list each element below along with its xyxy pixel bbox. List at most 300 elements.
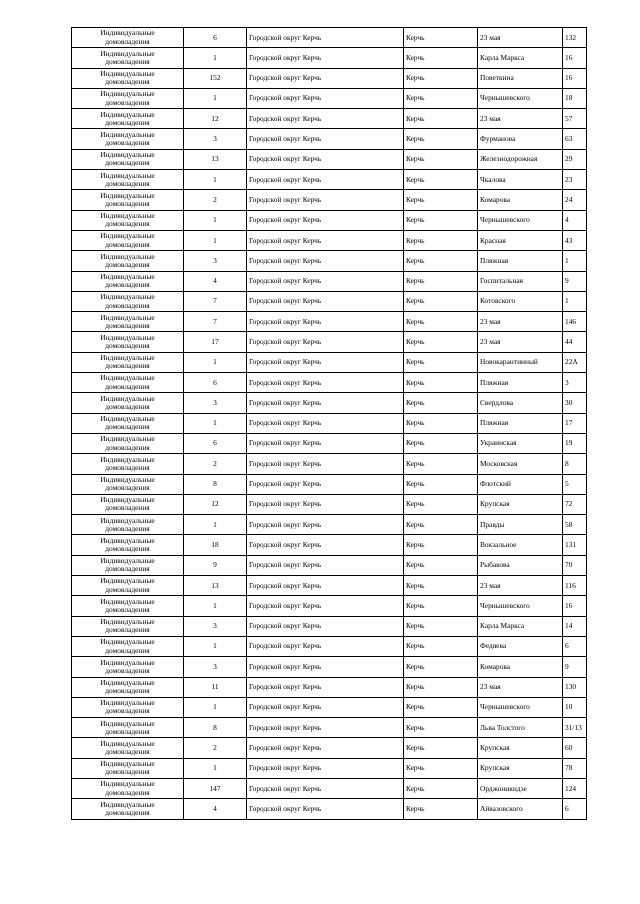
housing-type-cell	[72, 48, 184, 68]
housing-type-cell	[72, 291, 184, 311]
housing-type-line: Индивидуальные	[100, 718, 155, 728]
city-cell: Керчь	[404, 28, 478, 48]
housing-type-line: Индивидуальные	[100, 799, 155, 809]
registry-table-body	[72, 28, 587, 820]
count-cell: 12	[184, 494, 247, 514]
district-cell: Городской округ Керчь	[247, 190, 404, 210]
housing-type-line: домовладения	[105, 665, 150, 675]
house-number-cell: 18	[563, 88, 587, 108]
street-cell: Льва Толстого	[478, 718, 563, 738]
table-row	[72, 778, 587, 798]
district-cell: Городской округ Керчь	[247, 230, 404, 250]
housing-type-cell	[72, 413, 184, 433]
count-cell: 1	[184, 210, 247, 230]
housing-type-cell	[72, 636, 184, 656]
housing-type-line: Индивидуальные	[100, 434, 155, 444]
housing-type-cell	[72, 758, 184, 778]
city-cell: Керчь	[404, 555, 478, 575]
district-cell: Городской округ Керчь	[247, 555, 404, 575]
district-cell: Городской округ Керчь	[247, 28, 404, 48]
street-cell: Свердлова	[478, 393, 563, 413]
district-cell: Городской округ Керчь	[247, 170, 404, 190]
district-cell: Городской округ Керчь	[247, 271, 404, 291]
housing-type-line: Индивидуальные	[100, 474, 155, 484]
housing-type-cell	[72, 312, 184, 332]
table-row	[72, 48, 587, 68]
district-cell: Городской округ Керчь	[247, 474, 404, 494]
street-cell: Айвазовского	[478, 799, 563, 819]
housing-type-line: домовладения	[105, 523, 150, 533]
house-number-cell: 132	[563, 28, 587, 48]
housing-type-cell	[72, 778, 184, 798]
housing-type-line: Индивидуальные	[100, 657, 155, 667]
housing-type-line: домовладения	[105, 381, 150, 391]
city-cell: Керчь	[404, 352, 478, 372]
count-cell: 1	[184, 697, 247, 717]
district-cell: Городской округ Керчь	[247, 332, 404, 352]
count-cell: 3	[184, 616, 247, 636]
table-row	[72, 474, 587, 494]
count-cell: 18	[184, 535, 247, 555]
house-number-cell: 9	[563, 271, 587, 291]
house-number-cell: 44	[563, 332, 587, 352]
housing-type-line: Индивидуальные	[100, 393, 155, 403]
housing-type-line: домовладения	[105, 178, 150, 188]
house-number-cell: 8	[563, 454, 587, 474]
house-number-cell: 5	[563, 474, 587, 494]
housing-type-line: Индивидуальные	[100, 48, 155, 58]
housing-type-cell	[72, 251, 184, 271]
housing-type-line: домовладения	[105, 138, 150, 148]
count-cell: 3	[184, 129, 247, 149]
house-number-cell: 31/13	[563, 718, 587, 738]
street-cell: 23 мая	[478, 28, 563, 48]
housing-type-line: Индивидуальные	[100, 515, 155, 525]
housing-type-line: домовладения	[105, 442, 150, 452]
table-row	[72, 677, 587, 697]
street-cell: Рыбакова	[478, 555, 563, 575]
count-cell: 13	[184, 149, 247, 169]
housing-type-line: Индивидуальные	[100, 109, 155, 119]
housing-type-cell	[72, 393, 184, 413]
count-cell: 2	[184, 454, 247, 474]
housing-type-line: Индивидуальные	[100, 556, 155, 566]
street-cell: Московская	[478, 454, 563, 474]
house-number-cell: 23	[563, 170, 587, 190]
housing-type-cell	[72, 576, 184, 596]
housing-type-cell	[72, 697, 184, 717]
district-cell: Городской округ Керчь	[247, 616, 404, 636]
table-row	[72, 616, 587, 636]
housing-type-line: домовладения	[105, 625, 150, 635]
housing-type-line: Индивидуальные	[100, 759, 155, 769]
count-cell: 1	[184, 88, 247, 108]
count-cell: 152	[184, 68, 247, 88]
district-cell: Городской округ Керчь	[247, 515, 404, 535]
table-row	[72, 271, 587, 291]
housing-type-line: домовладения	[105, 767, 150, 777]
housing-type-cell	[72, 515, 184, 535]
housing-type-line: Индивидуальные	[100, 414, 155, 424]
district-cell: Городской округ Керчь	[247, 68, 404, 88]
table-row	[72, 332, 587, 352]
house-number-cell: 30	[563, 393, 587, 413]
count-cell: 6	[184, 433, 247, 453]
house-number-cell: 4	[563, 210, 587, 230]
house-number-cell: 6	[563, 636, 587, 656]
housing-type-cell	[72, 230, 184, 250]
house-number-cell: 63	[563, 129, 587, 149]
count-cell: 4	[184, 799, 247, 819]
house-number-cell: 16	[563, 68, 587, 88]
district-cell: Городской округ Керчь	[247, 149, 404, 169]
table-row	[72, 535, 587, 555]
city-cell: Керчь	[404, 393, 478, 413]
housing-type-line: домовладения	[105, 199, 150, 209]
housing-type-cell	[72, 433, 184, 453]
street-cell: 23 мая	[478, 332, 563, 352]
table-row	[72, 210, 587, 230]
district-cell: Городской округ Керчь	[247, 454, 404, 474]
count-cell: 7	[184, 291, 247, 311]
table-row	[72, 413, 587, 433]
housing-type-cell	[72, 555, 184, 575]
housing-type-line: домовладения	[105, 807, 150, 817]
housing-type-cell	[72, 474, 184, 494]
count-cell: 7	[184, 312, 247, 332]
street-cell: Правды	[478, 515, 563, 535]
table-row	[72, 515, 587, 535]
street-cell: Крупская	[478, 494, 563, 514]
housing-type-line: Индивидуальные	[100, 312, 155, 322]
district-cell: Городской округ Керчь	[247, 109, 404, 129]
district-cell: Городской округ Керчь	[247, 129, 404, 149]
housing-type-line: Индивидуальные	[100, 779, 155, 789]
table-row	[72, 251, 587, 271]
district-cell: Городской округ Керчь	[247, 657, 404, 677]
house-number-cell: 16	[563, 596, 587, 616]
district-cell: Городской округ Керчь	[247, 677, 404, 697]
count-cell: 3	[184, 393, 247, 413]
housing-type-line: Индивидуальные	[100, 150, 155, 160]
street-cell: Красная	[478, 230, 563, 250]
street-cell: Крупская	[478, 758, 563, 778]
housing-type-line: Индивидуальные	[100, 272, 155, 281]
table-row	[72, 68, 587, 88]
street-cell: Чернышевского	[478, 596, 563, 616]
city-cell: Керчь	[404, 576, 478, 596]
table-row	[72, 88, 587, 108]
street-cell: Орджоникидзе	[478, 778, 563, 798]
city-cell: Керчь	[404, 515, 478, 535]
street-cell: Железнодорожная	[478, 149, 563, 169]
district-cell: Городской округ Керчь	[247, 636, 404, 656]
housing-type-line: Индивидуальные	[100, 292, 155, 302]
city-cell: Керчь	[404, 596, 478, 616]
table-row	[72, 454, 587, 474]
housing-type-line: домовладения	[105, 280, 150, 290]
count-cell: 11	[184, 677, 247, 697]
count-cell: 6	[184, 373, 247, 393]
city-cell: Керчь	[404, 677, 478, 697]
housing-type-cell	[72, 535, 184, 555]
house-number-cell: 146	[563, 312, 587, 332]
housing-type-line: домовладения	[105, 117, 150, 127]
table-row	[72, 190, 587, 210]
housing-type-line: домовладения	[105, 97, 150, 107]
city-cell: Керчь	[404, 149, 478, 169]
housing-type-line: домовладения	[105, 645, 150, 655]
house-number-cell: 10	[563, 697, 587, 717]
house-number-cell: 60	[563, 738, 587, 758]
housing-type-line: Индивидуальные	[100, 211, 155, 221]
count-cell: 1	[184, 48, 247, 68]
count-cell: 17	[184, 332, 247, 352]
table-row	[72, 312, 587, 332]
housing-type-line: домовладения	[105, 604, 150, 614]
housing-type-line: домовладения	[105, 77, 150, 87]
housing-type-line: Индивидуальные	[100, 231, 155, 241]
housing-type-line: домовладения	[105, 462, 150, 472]
housing-type-cell	[72, 799, 184, 819]
housing-type-line: Индивидуальные	[100, 28, 155, 38]
house-number-cell: 17	[563, 413, 587, 433]
housing-type-cell	[72, 616, 184, 636]
housing-type-cell	[72, 28, 184, 48]
housing-type-line: Индивидуальные	[100, 89, 155, 99]
street-cell: Карла Маркса	[478, 616, 563, 636]
table-row	[72, 129, 587, 149]
count-cell: 8	[184, 474, 247, 494]
table-row	[72, 555, 587, 575]
district-cell: Городской округ Керчь	[247, 596, 404, 616]
housing-type-line: Индивидуальные	[100, 129, 155, 139]
city-cell: Керчь	[404, 230, 478, 250]
housing-type-line: Индивидуальные	[100, 495, 155, 505]
street-cell: Пляжная	[478, 251, 563, 271]
district-cell: Городской округ Керчь	[247, 433, 404, 453]
housing-type-line: домовладения	[105, 239, 150, 249]
city-cell: Керчь	[404, 373, 478, 393]
district-cell: Городской округ Керчь	[247, 291, 404, 311]
count-cell: 2	[184, 190, 247, 210]
count-cell: 1	[184, 170, 247, 190]
city-cell: Керчь	[404, 494, 478, 514]
table-row	[72, 393, 587, 413]
district-cell: Городской округ Керчь	[247, 373, 404, 393]
district-cell: Городской округ Керчь	[247, 88, 404, 108]
housing-type-line: Индивидуальные	[100, 738, 155, 748]
city-cell: Керчь	[404, 454, 478, 474]
count-cell: 4	[184, 271, 247, 291]
housing-type-line: домовладения	[105, 584, 150, 594]
city-cell: Керчь	[404, 799, 478, 819]
house-number-cell: 3	[563, 373, 587, 393]
housing-type-cell	[72, 129, 184, 149]
table-row	[72, 433, 587, 453]
city-cell: Керчь	[404, 778, 478, 798]
table-row	[72, 28, 587, 48]
street-cell: Поветкина	[478, 68, 563, 88]
house-number-cell: 19	[563, 433, 587, 453]
table-row	[72, 596, 587, 616]
housing-type-line: Индивидуальные	[100, 353, 155, 363]
housing-type-line: Индивидуальные	[100, 576, 155, 586]
house-number-cell: 58	[563, 515, 587, 535]
housing-type-line: Индивидуальные	[100, 190, 155, 200]
count-cell: 1	[184, 758, 247, 778]
street-cell: Комарова	[478, 190, 563, 210]
street-cell: Комарова	[478, 657, 563, 677]
house-number-cell: 16	[563, 48, 587, 68]
housing-type-line: домовладения	[105, 259, 150, 269]
housing-type-cell	[72, 332, 184, 352]
housing-type-line: домовладения	[105, 747, 150, 757]
house-number-cell: 1	[563, 251, 587, 271]
house-number-cell: 29	[563, 149, 587, 169]
housing-type-line: Индивидуальные	[100, 637, 155, 647]
city-cell: Керчь	[404, 413, 478, 433]
street-cell: Пляжная	[478, 373, 563, 393]
street-cell: Чернышевского	[478, 210, 563, 230]
district-cell: Городской округ Керчь	[247, 352, 404, 372]
housing-type-line: Индивидуальные	[100, 596, 155, 606]
housing-type-cell	[72, 373, 184, 393]
house-number-cell: 78	[563, 758, 587, 778]
city-cell: Керчь	[404, 697, 478, 717]
housing-type-line: Индивидуальные	[100, 251, 155, 261]
street-cell: 23 мая	[478, 576, 563, 596]
street-cell: Новокарантинный	[478, 352, 563, 372]
street-cell: 23 мая	[478, 312, 563, 332]
street-cell: Госпитальная	[478, 271, 563, 291]
housing-type-line: Индивидуальные	[100, 677, 155, 687]
housing-type-line: Индивидуальные	[100, 617, 155, 627]
housing-type-line: Индивидуальные	[100, 69, 155, 79]
district-cell: Городской округ Керчь	[247, 535, 404, 555]
housing-type-line: домовладения	[105, 320, 150, 330]
district-cell: Городской округ Керчь	[247, 778, 404, 798]
house-number-cell: 124	[563, 778, 587, 798]
house-number-cell: 131	[563, 535, 587, 555]
housing-type-line: домовладения	[105, 361, 150, 371]
count-cell: 8	[184, 718, 247, 738]
city-cell: Керчь	[404, 718, 478, 738]
count-cell: 12	[184, 109, 247, 129]
table-row	[72, 291, 587, 311]
city-cell: Керчь	[404, 88, 478, 108]
housing-type-line: Индивидуальные	[100, 332, 155, 342]
district-cell: Городской округ Керчь	[247, 718, 404, 738]
housing-type-cell	[72, 454, 184, 474]
city-cell: Керчь	[404, 616, 478, 636]
count-cell: 3	[184, 251, 247, 271]
housing-type-line: домовладения	[105, 564, 150, 574]
street-cell: Вокзальное	[478, 535, 563, 555]
street-cell: Карла Маркса	[478, 48, 563, 68]
housing-type-line: домовладения	[105, 36, 150, 46]
city-cell: Керчь	[404, 48, 478, 68]
housing-type-line: Индивидуальные	[100, 698, 155, 708]
count-cell: 1	[184, 230, 247, 250]
district-cell: Городской округ Керчь	[247, 48, 404, 68]
house-number-cell: 1	[563, 291, 587, 311]
city-cell: Керчь	[404, 474, 478, 494]
housing-type-line: домовладения	[105, 341, 150, 351]
housing-type-line: домовладения	[105, 422, 150, 432]
housing-type-cell	[72, 170, 184, 190]
district-cell: Городской округ Керчь	[247, 758, 404, 778]
housing-type-cell	[72, 718, 184, 738]
housing-type-line: Индивидуальные	[100, 454, 155, 464]
house-number-cell: 72	[563, 494, 587, 514]
house-number-cell: 130	[563, 677, 587, 697]
table-row	[72, 352, 587, 372]
city-cell: Керчь	[404, 271, 478, 291]
housing-type-line: домовладения	[105, 503, 150, 513]
city-cell: Керчь	[404, 738, 478, 758]
district-cell: Городской округ Керчь	[247, 251, 404, 271]
district-cell: Городской округ Керчь	[247, 210, 404, 230]
city-cell: Керчь	[404, 312, 478, 332]
street-cell: Чернышевского	[478, 88, 563, 108]
city-cell: Керчь	[404, 758, 478, 778]
table-row	[72, 697, 587, 717]
housing-type-cell	[72, 210, 184, 230]
housing-type-line: домовладения	[105, 300, 150, 310]
district-cell: Городской округ Керчь	[247, 799, 404, 819]
table-row	[72, 738, 587, 758]
table-row	[72, 109, 587, 129]
street-cell: 23 мая	[478, 109, 563, 129]
housing-type-line: домовладения	[105, 401, 150, 411]
housing-type-cell	[72, 149, 184, 169]
city-cell: Керчь	[404, 251, 478, 271]
district-cell: Городской округ Керчь	[247, 738, 404, 758]
house-number-cell: 14	[563, 616, 587, 636]
housing-type-cell	[72, 494, 184, 514]
count-cell: 3	[184, 657, 247, 677]
street-cell: Чернышевского	[478, 697, 563, 717]
housing-type-cell	[72, 109, 184, 129]
housing-type-line: домовладения	[105, 544, 150, 554]
housing-type-line: домовладения	[105, 726, 150, 736]
house-number-cell: 57	[563, 109, 587, 129]
city-cell: Керчь	[404, 109, 478, 129]
city-cell: Керчь	[404, 636, 478, 656]
housing-type-cell	[72, 738, 184, 758]
table-row	[72, 636, 587, 656]
city-cell: Керчь	[404, 170, 478, 190]
table-row	[72, 373, 587, 393]
table-row	[72, 758, 587, 778]
table-row	[72, 576, 587, 596]
city-cell: Керчь	[404, 190, 478, 210]
table-row	[72, 657, 587, 677]
count-cell: 147	[184, 778, 247, 798]
housing-type-cell	[72, 88, 184, 108]
housing-type-cell	[72, 657, 184, 677]
house-number-cell: 9	[563, 657, 587, 677]
table-row	[72, 170, 587, 190]
city-cell: Керчь	[404, 291, 478, 311]
household-registry-table	[71, 27, 587, 820]
housing-type-line: Индивидуальные	[100, 373, 155, 383]
district-cell: Городской округ Керчь	[247, 576, 404, 596]
table-row	[72, 494, 587, 514]
housing-type-cell	[72, 352, 184, 372]
house-number-cell: 116	[563, 576, 587, 596]
